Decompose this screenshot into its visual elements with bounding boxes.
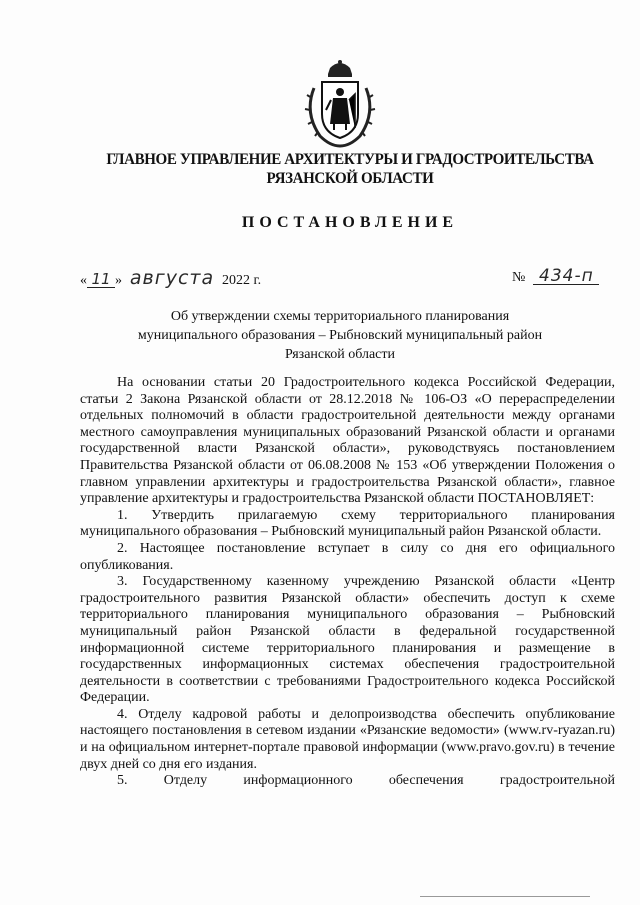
body-preamble: На основании статьи 20 Градостроительного кодекса Российской Федерации, статьи 2 Закона Рязанской области от 28.12.2018 № 106-ОЗ «О перераспределении отдельных полномочий в области градостроительной деятельности между органами местного самоуправления муниципальных образований Рязанской области и органами государственной власти Рязанской области», руководствуясь постановлением Правительства Рязанской области от 06.08.2008 № 153 «Об утверждении Положения о главном управлении архитектуры и градостроительства Рязанской области», главное управление архитектуры и градостроительства Рязанской области ПОСТАНОВЛЯЕТ: [80, 375, 615, 507]
subject-line3: Рязанской области [284, 347, 396, 362]
subject-line1: Об утверждении схемы территориального планирования [170, 309, 510, 324]
body-item-1: 1. Утвердить прилагаемую схему территориального планирования муниципального образования – Рыбновский муниципальный район Рязанской области. [80, 507, 615, 540]
number-value: 434-п [533, 268, 599, 285]
document-subject [80, 307, 600, 364]
organization-title [49, 150, 640, 188]
subject-line2: муниципального образования – Рыбновский муниципальный район [137, 328, 543, 343]
document-date [80, 267, 262, 289]
number-prefix: № [512, 270, 526, 285]
date-year: 2022 г. [222, 273, 262, 288]
date-month: августа [129, 267, 215, 289]
footer-divider [420, 896, 590, 897]
organization-title-line1: ГЛАВНОЕ УПРАВЛЕНИЕ АРХИТЕКТУРЫ И ГРАДОСТРОИТЕЛЬСТВА [106, 151, 594, 168]
body-item-4: 4. Отделу кадровой работы и делопроизводства обеспечить опубликование настоящего постановления в сетевом издании «Рязанские ведомости» (www.rv-ryazan.ru) и на официальном интернет-портале правовой информации (www.pravo.gov.ru) в течение двух дней со дня его издания. [80, 706, 615, 772]
date-close-quote: » [115, 273, 122, 288]
body-item-5: 5. Отделу информационного обеспечения градостроительной [117, 773, 615, 789]
organization-title-line2: РЯЗАНСКОЙ ОБЛАСТИ [266, 170, 434, 187]
date-day: 11 [87, 271, 115, 288]
date-open-quote: « [80, 273, 87, 288]
body-item-3: 3. Государственному казенному учреждению Рязанской области «Центр градостроительного развития Рязанской области» обеспечить доступ к схеме территориального планирования муниципального образования – Рыбновский муниципальный район Рязанской области в федеральной государственной информационной системе территориального планирования и размещение в государственных информационных системах обеспечения градостроительной деятельности в соответствии с требованиями Градостроительного кодекса Российской Федерации. [80, 574, 615, 706]
document-body [80, 375, 615, 790]
document-number [512, 268, 599, 286]
document-type-heading: ПОСТАНОВЛЕНИЕ [241, 214, 459, 231]
body-item-2: 2. Настоящее постановление вступает в силу со дня его официального опубликования. [80, 540, 615, 573]
ryazan-coat-of-arms-icon [300, 58, 380, 150]
